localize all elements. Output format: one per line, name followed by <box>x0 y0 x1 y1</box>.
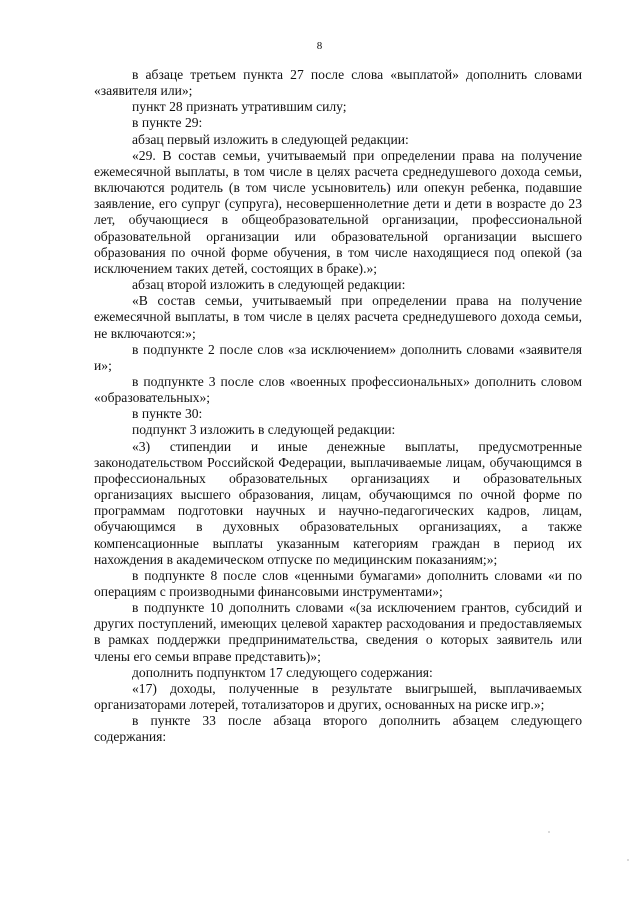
paragraph: в пункте 30: <box>132 406 203 422</box>
scan-speck <box>548 831 550 833</box>
paragraph: «29. В состав семьи, учитываемый при определении права на получение ежемесячной выплаты, в том числе в целях расчета среднедушевого дохода семьи, включаются родитель (в том числе усыновитель) или опекун ребенка, подавшие заявление, его супруг (супруга), несовершеннолетние дети и дети в возрасте до 23 лет, обучающиеся в общеобразовательной организации, профессиональной образовательной организации или образовательной организации высшего образования по очной форме обучения, в том числе находящиеся под опекой (за исключением таких детей, состоящих в браке).»; <box>94 147 582 276</box>
paragraph: дополнить подпунктом 17 следующего содержания: <box>132 664 433 680</box>
paragraph: абзац второй изложить в следующей редакции: <box>132 277 406 293</box>
paragraph: в подпункте 3 после слов «военных профессиональных» дополнить словом «образовательных»; <box>94 373 582 406</box>
paragraph: в пункте 29: <box>132 115 203 131</box>
paragraph: «3) стипендии и иные денежные выплаты, предусмотренные законодательством Российской Федерации, выплачиваемые лицам, обучающимся в профессиональных образовательных организациях и образовательных организациях высшего образования, лицам, обучающимся по очной форме по программам подготовки научных и научно-педагогических кадров, лицам, обучающимся в духовных образовательных организациях, а также компенсационные выплаты указанным категориям граждан в период их нахождения в академическом отпуске по медицинским показаниям;»; <box>94 438 582 567</box>
document-body <box>94 67 582 746</box>
paragraph: в подпункте 2 после слов «за исключением» дополнить словами «заявителя и»; <box>94 341 582 373</box>
paragraph: пункт 28 признать утратившим силу; <box>132 99 347 115</box>
paragraph: в абзаце третьем пункта 27 после слова «выплатой» дополнить словами «заявителя или»; <box>94 67 582 99</box>
page-number: 8 <box>316 40 323 52</box>
paragraph: абзац первый изложить в следующей редакции: <box>132 131 409 147</box>
paragraph: «17) доходы, полученные в результате выигрышей, выплачиваемых организаторами лотерей, тотализаторов и других, основанных на риске игр.»; <box>94 680 582 713</box>
paragraph: в подпункте 10 дополнить словами «(за исключением грантов, субсидий и других поступлений, имеющих целевой характер расходования и предоставляемых в рамках поддержки предпринимательства, сведения о которых заявитель или члены его семьи вправе представить)»; <box>94 600 582 664</box>
paragraph: подпункт 3 изложить в следующей редакции: <box>132 422 396 438</box>
paragraph: «В состав семьи, учитываемый при определении права на получение ежемесячной выплаты, в том числе в целях расчета среднедушевого дохода семьи, не включаются:»; <box>94 293 582 341</box>
paragraph: в пункте 33 после абзаца второго дополнить абзацем следующего содержания: <box>94 713 582 745</box>
scan-speck <box>627 859 629 861</box>
paragraph: в подпункте 8 после слов «ценными бумагами» дополнить словами «и по операциям с производными финансовыми инструментами»; <box>94 567 582 599</box>
